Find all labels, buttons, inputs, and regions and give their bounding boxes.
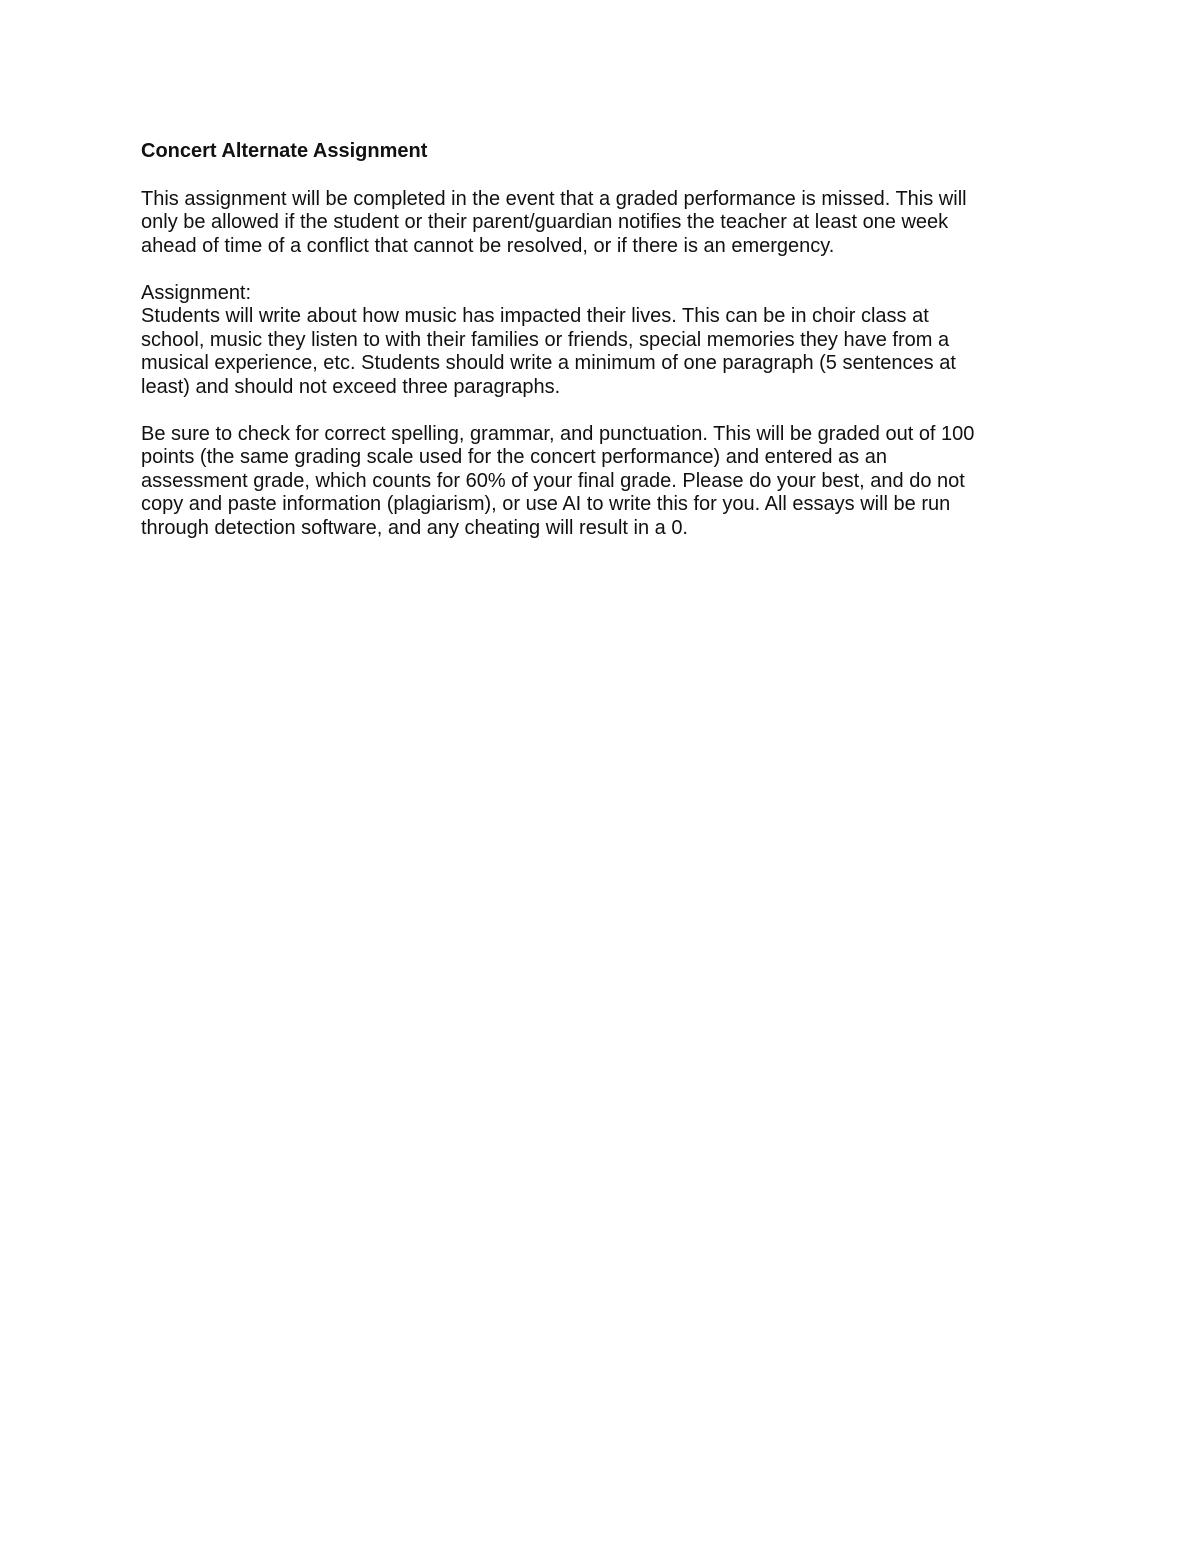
document-title: Concert Alternate Assignment (141, 140, 428, 162)
assignment-line: school, music they listen to with their families or friends, special memories they have from a (141, 328, 950, 351)
assignment-line: musical experience, etc. Students should write a minimum of one paragraph (5 sentences at (141, 352, 956, 374)
grading-line: assessment grade, which counts for 60% of your final grade. Please do your best, and do not (141, 469, 965, 492)
grading-line: Be sure to check for correct spelling, grammar, and punctuation. This will be graded out of 100 (141, 422, 975, 445)
intro-line: only be allowed if the student or their parent/guardian notifies the teacher at least one week (141, 211, 949, 233)
grading-paragraph (141, 423, 1071, 541)
intro-line: ahead of time of a conflict that cannot be resolved, or if there is an emergency. (141, 234, 835, 257)
assignment-paragraph (141, 282, 1071, 400)
document-body (141, 140, 1071, 564)
intro-line: This assignment will be completed in the event that a graded performance is missed. This will (141, 187, 967, 210)
assignment-line: least) and should not exceed three paragraphs. (141, 375, 561, 398)
assignment-heading: Assignment: (141, 281, 252, 304)
grading-line: points (the same grading scale used for the concert performance) and entered as an (141, 446, 887, 468)
assignment-line: Students will write about how music has impacted their lives. This can be in choir class at (141, 305, 929, 327)
grading-line: through detection software, and any cheating will result in a 0. (141, 516, 688, 539)
grading-line: copy and paste information (plagiarism), or use AI to write this for you. All essays will be run (141, 493, 951, 515)
intro-paragraph (141, 188, 1071, 259)
